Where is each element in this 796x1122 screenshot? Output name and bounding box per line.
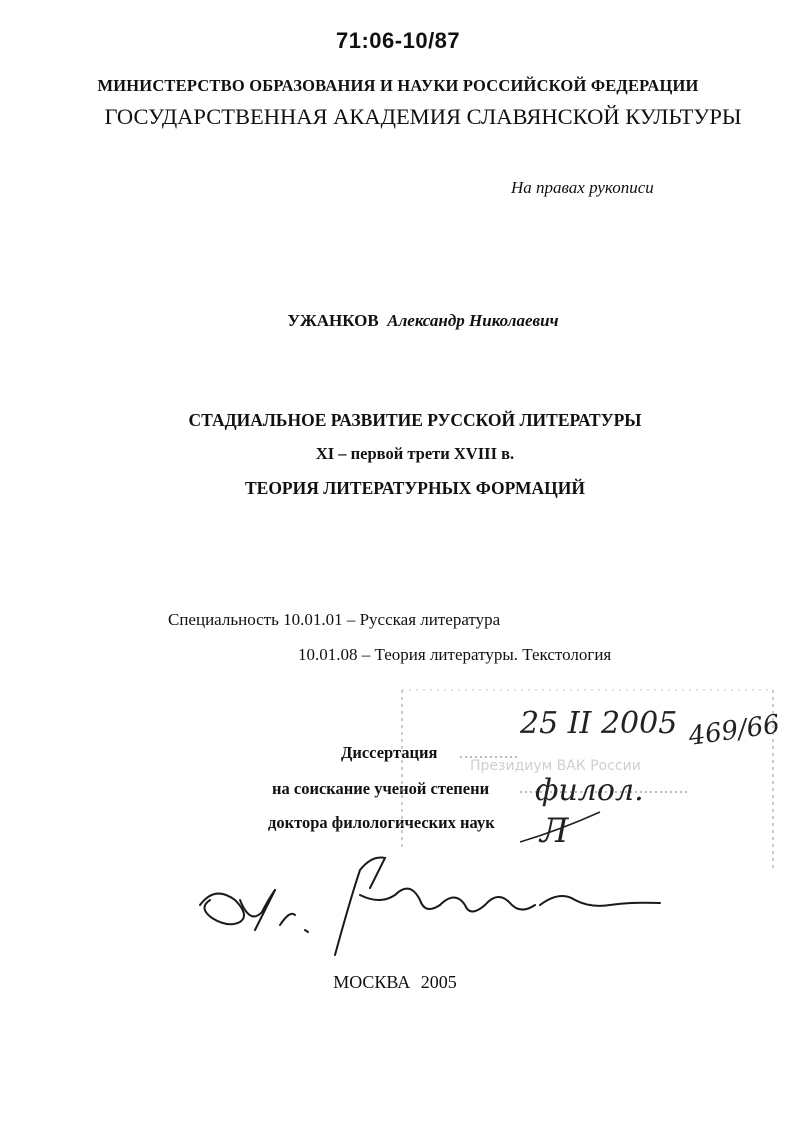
specialty-line-1: Специальность 10.01.01 – Русская литература: [168, 610, 501, 629]
specialty-line-2: 10.01.08 – Теория литературы. Текстология: [298, 645, 612, 664]
degree-line-1: Диссертация: [341, 743, 438, 762]
title-line-2: XI – первой трети XVIII в.: [315, 444, 515, 463]
handwritten-field: филол.: [535, 773, 644, 808]
faint-stamp-text: Президиум ВАК России: [470, 758, 641, 774]
handwritten-decision-number: 469/66: [686, 709, 782, 752]
degree-line-2: на соискание ученой степени: [272, 779, 490, 798]
title-line-1: СТАДИАЛЬНОЕ РАЗВИТИЕ РУССКОЙ ЛИТЕРАТУРЫ: [188, 410, 642, 430]
handwritten-date: 25 II 2005: [520, 706, 678, 741]
ministry-heading: МИНИСТЕРСТВО ОБРАЗОВАНИЯ И НАУКИ РОССИЙСКОЙ ФЕДЕРАЦИИ: [97, 76, 699, 95]
library-code: 71:06-10/87: [336, 28, 461, 53]
rights-note: На правах рукописи: [511, 178, 654, 197]
academy-heading: ГОСУДАРСТВЕННАЯ АКАДЕМИЯ СЛАВЯНСКОЙ КУЛЬТУРЫ: [104, 104, 742, 129]
author-first-names: Александр Николаевич: [387, 311, 559, 330]
title-line-3: ТЕОРИЯ ЛИТЕРАТУРНЫХ ФОРМАЦИЙ: [244, 478, 586, 498]
handwritten-initials: Л: [540, 811, 569, 851]
city-year: МОСКВА 2005: [333, 972, 457, 992]
author-signature: [200, 858, 660, 956]
author-last-name: УЖАНКОВ: [287, 311, 379, 330]
degree-line-3: доктора филологических наук: [268, 813, 495, 832]
